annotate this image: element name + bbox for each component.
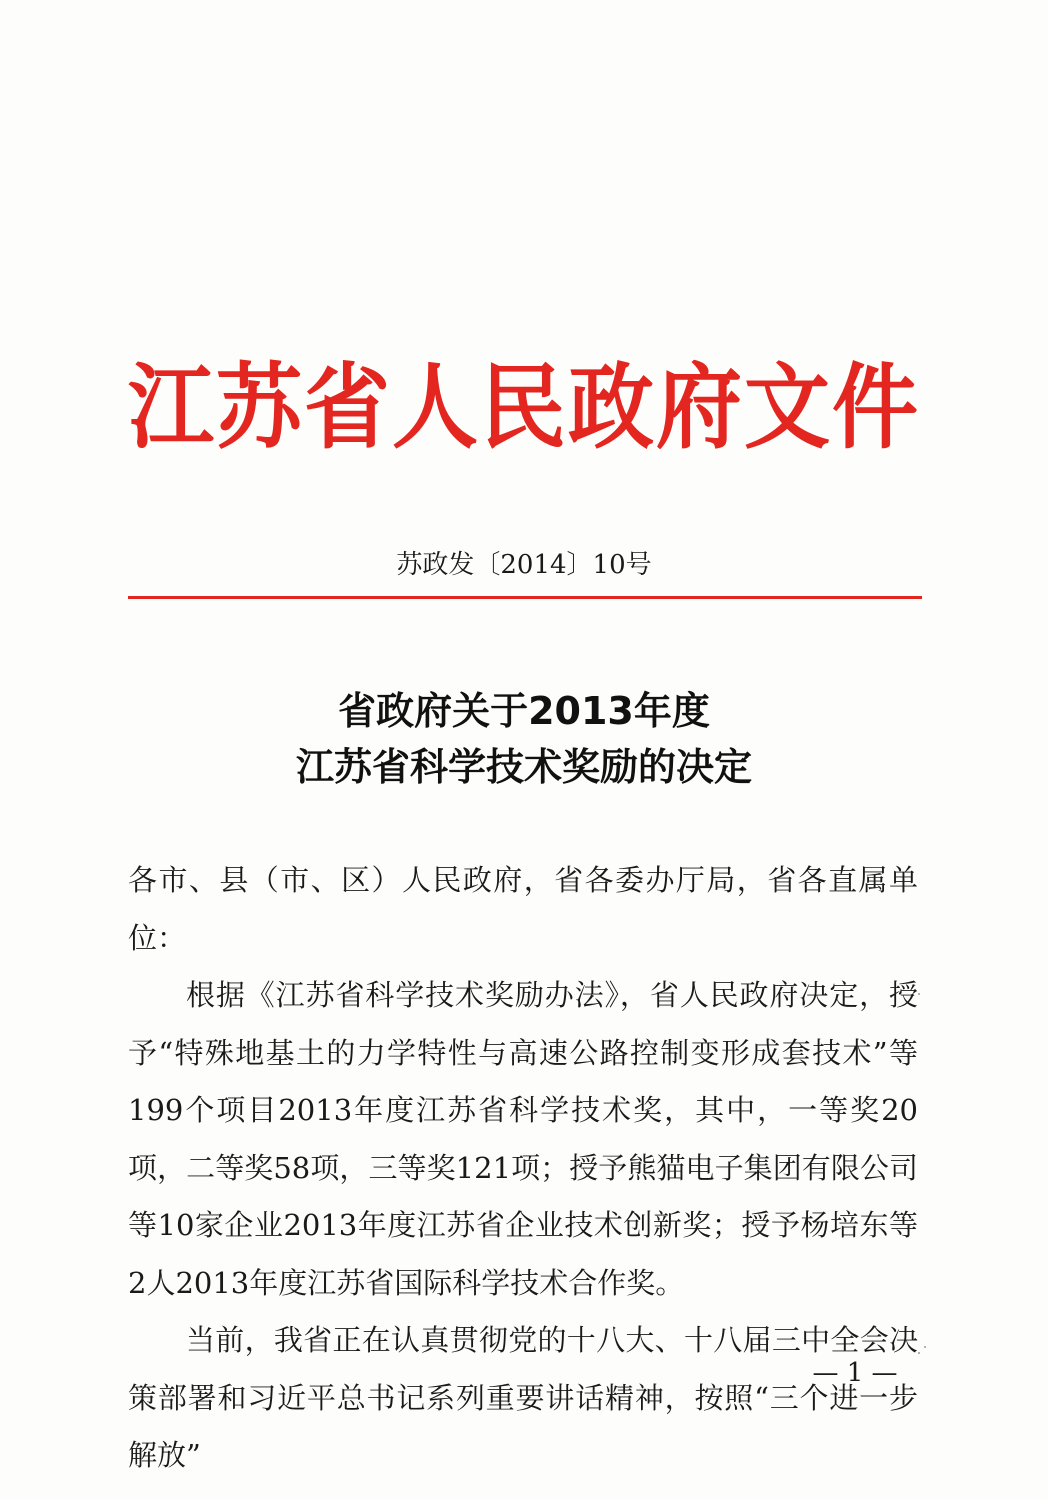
scan-speck xyxy=(918,993,920,995)
document-title-line-2: 江苏省科学技术奖励的决定 xyxy=(295,745,752,789)
scan-speck xyxy=(924,1346,926,1348)
document-number: 苏政发〔2014〕10号 xyxy=(396,550,652,580)
red-divider xyxy=(128,596,922,599)
page-number: — 1 — xyxy=(812,1358,898,1388)
scan-speck xyxy=(918,1352,920,1354)
document-title xyxy=(0,683,1048,795)
salutation: 各市、县（市、区）人民政府，省各委办厅局，省各直属单位： xyxy=(128,863,918,955)
paragraph-1: 根据《江苏省科学技术奖励办法》，省人民政府决定，授予“特殊地基土的力学特性与高速公路控制变形成套技术”等199个项目2013年度江苏省科学技术奖，其中，一等奖20项，二等奖58项，三等奖121项；授予熊猫电子集团有限公司等10家企业2013年度江苏省企业技术创新奖；授予杨培东等2人2013年度江苏省国际科学技术合作奖。 xyxy=(128,978,918,1300)
document-title-line-1: 省政府关于2013年度 xyxy=(338,689,710,733)
issuer-header: 江苏省人民政府文件 xyxy=(128,354,920,462)
paragraph-2: 当前，我省正在认真贯彻党的十八大、十八届三中全会决策部署和习近平总书记系列重要讲话精神，按照“三个进一步解放” xyxy=(128,1323,918,1472)
